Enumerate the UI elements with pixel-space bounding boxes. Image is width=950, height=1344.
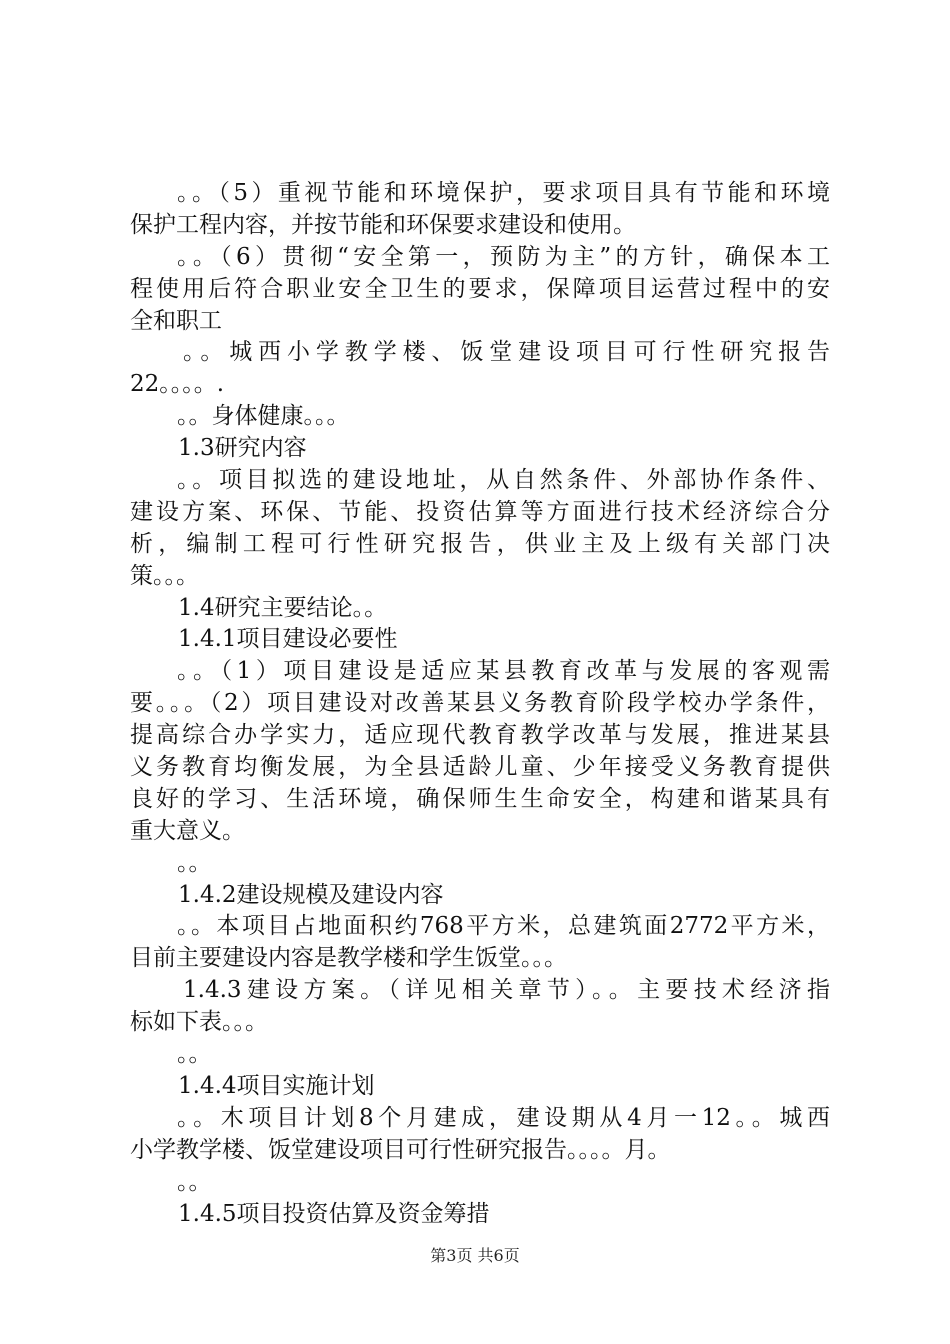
paragraph-line: 。。（1）项目建设是适应某县教育改革与发展的客观需: [177, 658, 830, 685]
section-heading: 1.3研究内容: [178, 435, 307, 462]
paragraph-line: 。。（6）贯彻“安全第一，预防为主”的方针，确保本工: [177, 243, 830, 270]
paragraph-line: 策。。。: [130, 562, 199, 589]
paragraph-line: 标如下表。。。: [130, 1009, 268, 1036]
paragraph-line: 目前主要建设内容是教学楼和学生饭堂。。。: [130, 945, 567, 972]
section-heading: 1.4.4项目实施计划: [178, 1072, 375, 1099]
page-footer: 第3页 共6页: [430, 1246, 520, 1265]
section-heading: 1.4.3建设方案。（详见相关章节）。。主要技术经济指: [183, 977, 830, 1004]
section-heading: 1.4.5项目投资估算及资金筹措: [178, 1200, 490, 1227]
paragraph-line: 要。。。（2）项目建设对改善某县义务教育阶段学校办学条件，: [130, 690, 830, 717]
paragraph-line: 22。。。。.: [130, 371, 225, 398]
paragraph-line: 。。城西小学教学楼、饭堂建设项目可行性研究报告: [183, 339, 830, 366]
paragraph-line: 建设方案、环保、节能、投资估算等方面进行技术经济综合分: [130, 498, 830, 525]
paragraph-line: 。。: [177, 1168, 212, 1195]
paragraph-line: 义务教育均衡发展，为全县适龄儿童、少年接受义务教育提供: [130, 754, 830, 781]
section-heading: 1.4.2建设规模及建设内容: [178, 881, 444, 908]
paragraph-line: 程使用后符合职业安全卫生的要求，保障项目运营过程中的安: [130, 275, 830, 302]
section-heading: 1.4.1项目建设必要性: [178, 626, 398, 653]
paragraph-line: 小学教学楼、饭堂建设项目可行性研究报告。。。。月。: [130, 1136, 671, 1163]
paragraph-line: 。。本项目占地面积约768平方米，总建筑面2772平方米，: [177, 913, 830, 940]
paragraph-line: 全和职工: [130, 307, 222, 334]
paragraph-line: 。。木项目计划8个月建成，建设期从4月一12。。城西: [177, 1104, 830, 1131]
body-text: [130, 178, 830, 1230]
paragraph-line: 保护工程内容，并按节能和环保要求建设和使用。: [130, 211, 636, 238]
paragraph-line: 。。: [177, 849, 212, 876]
paragraph-line: 。。身体健康。。。: [177, 403, 350, 430]
paragraph-line: 良好的学习、生活环境，确保师生生命安全，构建和谐某具有: [130, 785, 830, 812]
paragraph-line: 重大意义。: [130, 817, 245, 844]
paragraph-line: 。。: [177, 1041, 212, 1068]
paragraph-line: 。。（5）重视节能和环境保护，要求项目具有节能和环境: [177, 180, 830, 206]
paragraph-line: 析，编制工程可行性研究报告，供业主及上级有关部门决: [130, 530, 830, 557]
paragraph-line: 提高综合办学实力，适应现代教育教学改革与发展，推进某县: [130, 722, 830, 749]
paragraph-line: 。。项目拟选的建设地址，从自然条件、外部协作条件、: [177, 467, 830, 494]
section-heading: 1.4研究主要结论。。: [178, 594, 388, 621]
